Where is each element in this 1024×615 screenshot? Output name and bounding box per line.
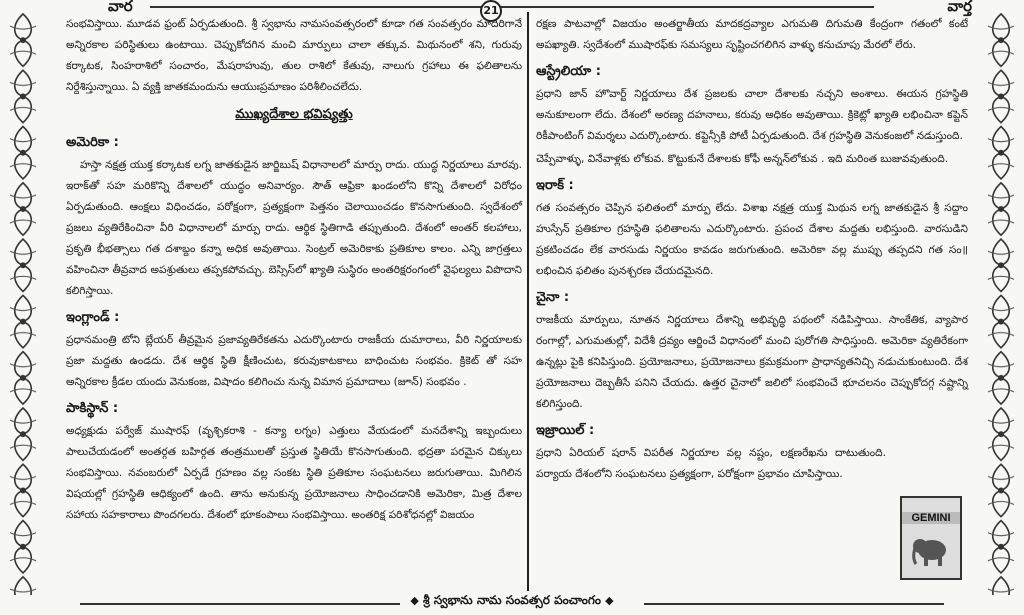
right-intro-paragraph: రక్షణ పాటవాల్లో విజయం అంతర్జాతీయ మాదకద్రవ్యాల ఎగుమతి దిగుమతి కేంద్రంగా గతంలో కంటే అపఖ్యాతి. స్వదేశంలో ముషారఫ్‌కు సమస్యలు సృష్టించగలిగిన వాళ్ళు కనుచూపు మేరలో లేరు.: [536, 18, 968, 51]
footer-title: [404, 593, 619, 610]
left-column: [66, 14, 522, 528]
israel-paragraph: ప్రధాని ఏరియల్ షరాన్ విపరీత నిర్ణయాల వల్ల నష్టం, లక్షణరేఖను దాటుతుంది. పర్యాయ దేశంలోని సంఘటనలు ప్రత్యక్షంగా, పరోక్షంగా ప్రభావం చూపిస్తాయి.: [536, 447, 886, 480]
footer-rule-right: [644, 603, 944, 605]
right-column: [536, 14, 968, 487]
paper-name-left: వార: [108, 0, 133, 15]
china-heading: చైనా :: [536, 290, 570, 305]
america-paragraph: హస్తా నక్షత్ర యుక్త కర్కాటక లగ్న జాతకుడైన జార్జిబుష్ విధానాలలో మార్పు రాదు. యుద్ధ నిర్ణయాలు మారవు. ఇరాక్‌తో సహ మరికొన్ని దేశాలలో యుద్ధం అనివార్యం. సౌత్ ఆఫ్రికా ఖండంలోని కొన్ని దేశాలలో విరోధం ఏర్పడుతుంది. ఆంక్షలు విధించడం, పరోక్షంగా, ప్రత్యక్షంగా పెత్తనం చెలాయించడం కొనసాగుతుంది. స్వదేశంలో ప్రజలు వ్యతిరేకించినా వీరి విధానాలలో మార్పు రాదు. ఆర్థిక స్థితిగాడి తప్పుతుంది. దేశంలో అంతర్ కలహాలు, ప్రకృతి భీభత్సాలు గత దశాబ్దం కన్నా అధిక అవుతాయి. సెంట్రల్ అమెరికాకు ప్రతికూల కాలం. ఎన్ని జాగ్రత్తలు వహించినా తీవ్రవాద అపశ్రుతులు తప్పకపోవచ్చు. బెస్సిస్‌లో ఖ్యాతి సుస్థిరం అంతరిక్షరంగంలో వైఫల్యలు విపొదాని కలిగిస్తాయి.: [66, 159, 522, 297]
australia-paragraph-1: ప్రధాని జాన్ హొవార్ట్ నిర్ణయాలు దేశ ప్రజలకు చాలా దేశాలకు నచ్చని అంశాలు. ఈయన గ్రహస్థితి అనుకూలంగా లేదు. దేశంలో అరణ్య దహనాలు, కరువు అధికం అవుతాయి. క్రికెట్లో ఖ్యాతి లభించినా కప్టెన్ రికీపాంటింగ్ విమర్శలు ఎదుర్కొంటారు. కప్టెన్సీకి పోటీ ఏర్పడుతుంది. దేశ గ్రహస్థితి వెనుకంజలో నడుస్తుంది.: [536, 88, 968, 142]
iraq-paragraph: గత సంవత్సరం చెప్పిన ఫలితంలో మార్పు లేదు. విశాఖ నక్షత్ర యుక్త మిథున లగ్న జాతకుడైన శ్రీ సద్దాం హుస్సేన్ ప్రతికూల గ్రహస్థితి ఫలితాలను ఎదుర్కొంటారు. ప్రపంచ దేశాల మద్దతు లభిస్తుంది. వారసుడిని ప్రకటించడం లేక వారసుడు నిర్ణయం కావడం జరుగుతుంది. అమెరికా వల్ల ముప్పు తప్పదని గత సం॥ లభించిన ఫలితం పునశ్చరణ చేయదమైనది.: [536, 202, 968, 277]
pakistan-heading: పాకిస్థాన్ :: [66, 401, 119, 416]
elephant-icon: [910, 532, 952, 568]
left-ornamental-border: [4, 12, 42, 595]
diamond-icon: ◆: [410, 594, 419, 607]
america-heading: అమెరికా :: [66, 135, 119, 150]
paper-name-right: వార్త: [947, 0, 972, 15]
australia-heading: ఆస్ట్రేలియా :: [536, 64, 601, 79]
page-header: [40, 0, 984, 14]
column-divider: [527, 12, 529, 591]
header-rule: [150, 6, 874, 8]
israel-heading: ఇజ్రాయిల్ :: [536, 423, 595, 438]
iraq-heading: ఇరాక్ :: [536, 178, 574, 193]
australia-paragraph-2: చెప్పేవాళ్ళు, వినేవాళ్లకు లోకువ. కొట్టుకునే దేశాలకు కోఫీ అన్నన్‌లోకువ . ఇది మరింత బుజువవుతుంది.: [536, 153, 949, 165]
china-paragraph: రాజకీయ మార్పులు, నూతన నిర్ణయాలు దేశాన్ని అభివృద్ధి పథంలో నడిపిస్తాయి. సాంకేతిక, వ్యాపార రంగాల్లో, ఎగుమతుల్లో, విదేశీ ద్రవ్యం ఆర్జించే విధానంలో మంచి పురోగతి సాధిస్తుంది. అమెరికా వ్యతిరేకంగా ఉన్నట్లు పైకి కనిపిస్తుంది. ప్రయోజనాలు, ప్రయోజనాలు క్రమక్రమంగా ప్రాధాన్యతనిచ్చి నడుచుకుంటుంది. దేశ ప్రయోజనాలు దెబ్బతీసే పనిని చేయదు. ఉత్తర చైనాలో జలిలో సంభవించే భూచలనం చెప్పుకోదగ్గ నష్టాన్ని కలిగిస్తుంది.: [536, 314, 968, 410]
england-paragraph: ప్రధానమంత్రి టోని బ్లేయర్ తీవ్రమైన ప్రజావ్యతిరేకతను ఎదుర్కొంటారు రాజకీయ దుమారాలు, వీరి నిర్ణయాలకు ప్రజా మద్దతు ఉండదు. దేశ ఆర్థిక స్థితి క్షీణించుట, కరువుకాటకాలు బాధించుట సంభవం. క్రికెట్ తో సహ అన్నిరకాల క్రీడల యందు వెనుకంజ, విషాదం కలిగించు నున్న విమాన ప్రమాదాలు (జూన్) సంభవం .: [66, 334, 522, 388]
left-intro-paragraph: సంభవిస్తాయి. మూడవ ఫ్రంట్ ఏర్పడుతుంది. శ్రీ స్వభాను నామసంవత్సరంలో కూడా గత సంవత్సరం మాదిరిగానే అన్నిరకాల పరిస్థితులు ఉంటాయి. చెప్పుకోదగిన మంచి మార్పులు చాలా తక్కువ. మిథునంలో శని, గురువు కర్కాటక, సింహరాశిలో సంచారం, మేషరాహువు, తుల రాశిలో కేతువు, నాలుగు గ్రహాలు ఈ ఫలితాలను నిర్దేశిస్తున్నాయి. ఏ వ్యక్తి జాతకమందును ఆయుఃప్రమాణం పరిశీలించలేదు.: [66, 18, 522, 93]
footer-rule-left: [80, 603, 400, 605]
footer-text: శ్రీ స్వభాను నామ సంవత్సర పంచాంగం: [423, 593, 601, 607]
page-footer: [80, 593, 944, 613]
gemini-advert: [896, 492, 966, 584]
england-heading: ఇంగ్లాండ్ :: [66, 310, 120, 325]
diamond-icon: ◆: [605, 594, 614, 607]
section-title: ముఖ్యదేశాల భవిష్యత్తు: [235, 107, 353, 122]
right-ornamental-border: [982, 12, 1020, 595]
gemini-brand-label: GEMINI: [902, 512, 960, 524]
pakistan-paragraph: అధ్యక్షుడు పర్వేజ్ ముషారఫ్ (వృశ్చికరాశి - కన్యా లగ్నం) ఎత్తులు వేయడంలో మనదేశాన్ని ఇబ్బందులు పాలుచేయడంలో అంతర్గత బహిర్గత తంత్రములతో ప్రస్తుత స్థితియే కొనసాగుతుంది. భద్రతా పరమైన చిక్కులు సంభవిస్తాయి. నవంబరులో ఏర్పడే గ్రహణం వల్ల సంకట స్థితి ప్రతికూల సంఘటనలు జరుగుతాయి. మిగిలిన విషయల్లో గ్రహస్థితి ఆధిక్యంలో ఉంది. తాను అనుకున్న ప్రయోజనాలు సాధించడానికి అమెరికా, మిత్ర దేశాల సహాయ సహకారాలు పొందగలరు. దేశంలో భూకంపాలు సంభవిస్తాయి. అంతరిక్ష పరిశోధనల్లో విజయం: [66, 425, 522, 521]
page-number: 21: [480, 0, 502, 22]
